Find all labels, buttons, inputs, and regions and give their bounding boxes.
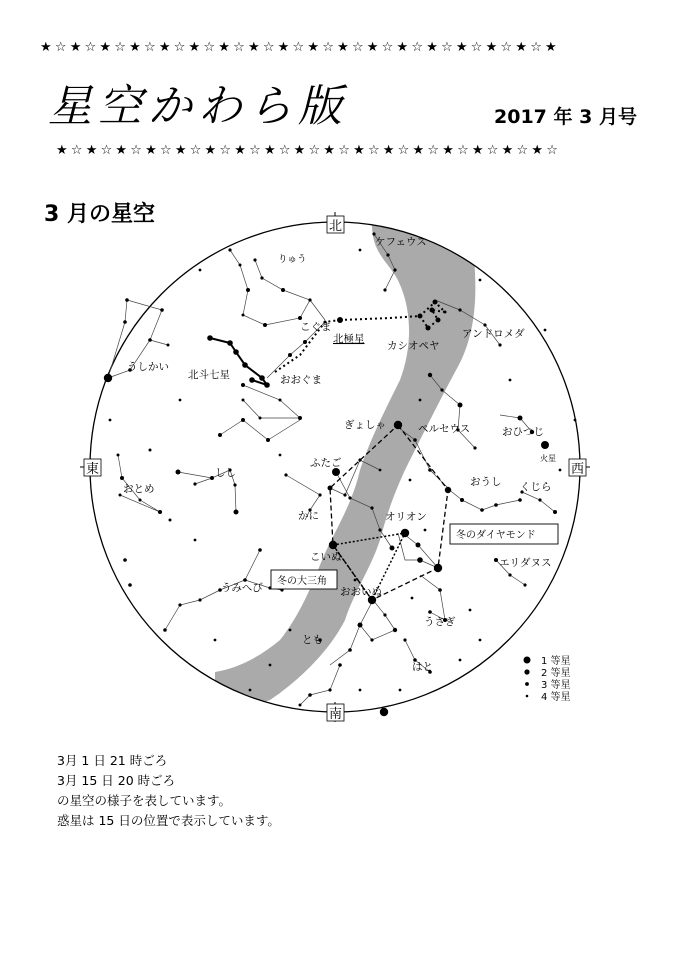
note-line: 3月 15 日 20 時ごろ bbox=[57, 773, 176, 788]
label-puppis: とも bbox=[302, 634, 323, 646]
label-mars: 火星 bbox=[540, 454, 556, 463]
label-big-dipper: 北斗七星 bbox=[188, 369, 230, 381]
star-border-top: ★☆★☆★☆★☆★☆★☆★☆★☆★☆★☆★☆★☆★☆★☆★☆★☆★☆★ bbox=[40, 40, 560, 55]
label-bootes: うしかい bbox=[127, 361, 169, 373]
label-aries: おひつじ bbox=[502, 426, 544, 438]
label-orion: オリオン bbox=[385, 511, 427, 523]
direction-south: 南 bbox=[328, 707, 343, 722]
legend-mag-3: 3 等星 bbox=[541, 680, 571, 691]
label-cassiopeia: カシオペヤ bbox=[387, 340, 440, 352]
label-cetus: くじら bbox=[520, 481, 552, 493]
label-hydra: うみへび bbox=[221, 582, 263, 594]
milky-way bbox=[215, 225, 475, 718]
label-lepus: うさぎ bbox=[424, 616, 456, 628]
label-draco: りゅう bbox=[278, 254, 307, 265]
label-leo: しし bbox=[215, 467, 236, 479]
direction-north: 北 bbox=[328, 219, 343, 234]
direction-west: 西 bbox=[570, 462, 585, 477]
label-ursa-major: おおぐま bbox=[280, 374, 322, 386]
label-winter-diamond: 冬のダイヤモンド bbox=[456, 530, 536, 541]
issue-label: 2017 年 3 月号 bbox=[494, 106, 637, 128]
label-virgo: おとめ bbox=[123, 483, 155, 495]
label-andromeda: アンドロメダ bbox=[462, 328, 525, 340]
note-line: 惑星は 15 日の位置で表示しています。 bbox=[57, 813, 280, 828]
label-auriga: ぎょしゃ bbox=[344, 419, 386, 431]
label-taurus: おうし bbox=[470, 476, 502, 488]
label-columba: はと bbox=[412, 661, 433, 673]
legend-mag-1: 1 等星 bbox=[541, 656, 571, 667]
label-perseus: ペルセウス bbox=[418, 423, 471, 435]
label-gemini: ふたご bbox=[310, 457, 342, 469]
label-canis-major: おおいぬ bbox=[340, 586, 382, 598]
legend-mag-2: 2 等星 bbox=[541, 668, 571, 679]
legend-mag-4: 4 等星 bbox=[541, 692, 571, 703]
label-polaris: 北極星 bbox=[333, 333, 365, 345]
observation-notes bbox=[57, 751, 280, 831]
label-eridanus: エリダヌス bbox=[499, 557, 552, 569]
magnitude-legend bbox=[524, 654, 571, 703]
label-cancer: かに bbox=[298, 510, 319, 522]
section-title: 3 月の星空 bbox=[44, 202, 155, 227]
newsletter-title: 星空かわら版 bbox=[48, 81, 348, 132]
label-winter-triangle: 冬の大三角 bbox=[277, 576, 327, 587]
note-line: の星空の様子を表しています。 bbox=[57, 793, 232, 808]
label-cepheus: ケフェウス bbox=[375, 236, 427, 248]
star-border-bottom: ★☆★☆★☆★☆★☆★☆★☆★☆★☆★☆★☆★☆★☆★☆★☆★☆★☆ bbox=[56, 143, 562, 158]
direction-east: 東 bbox=[85, 462, 100, 477]
label-canis-minor: こいぬ bbox=[310, 551, 342, 563]
label-ursa-minor: こぐま bbox=[300, 321, 332, 333]
note-line: 3月 1 日 21 時ごろ bbox=[57, 753, 168, 768]
